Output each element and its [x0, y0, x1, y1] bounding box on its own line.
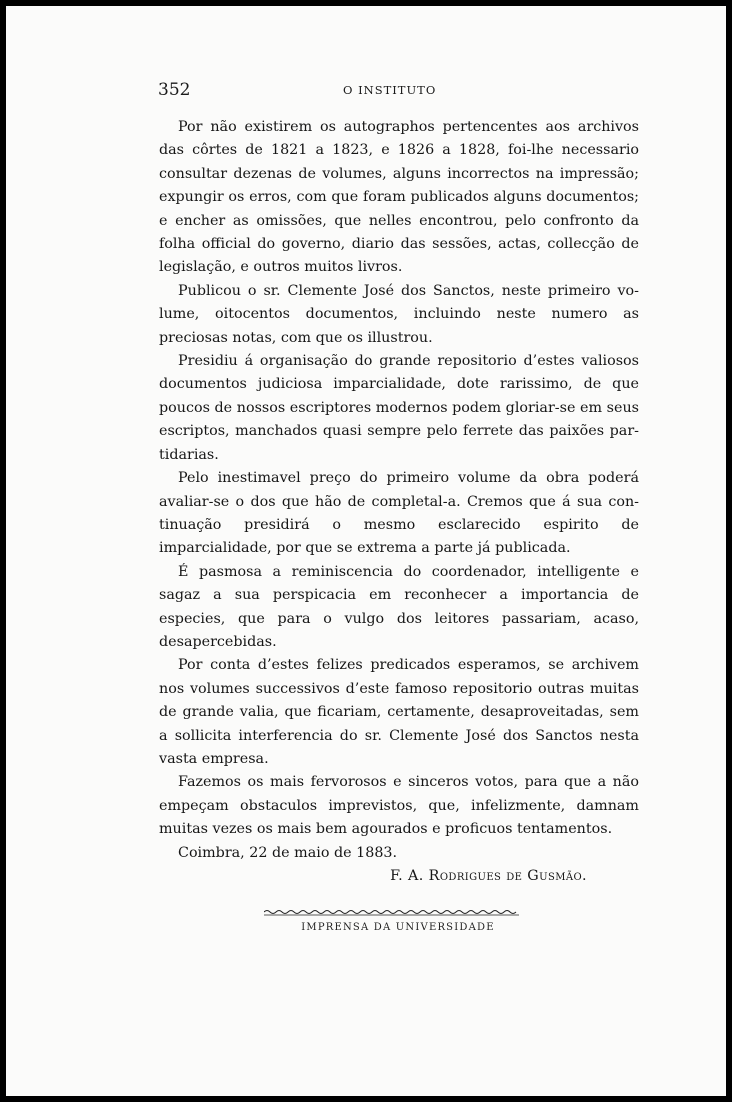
paragraph-4: Pelo inestimavel preço do primeiro volume da obra poderá avaliar-se o dos que hão de completal-a. Cremos que á sua continuação presidirá o mesmo esclarecido espirito de imparcialidade, por que se extrema a parte já publicada.: [159, 470, 639, 557]
paragraph-2: Publicou o sr. Clemente José dos Sanctos, neste primeiro volume, oitocentos documentos, incluindo neste numero as preciosas notas, com que os illustrou.: [159, 282, 639, 346]
body-text: [159, 116, 639, 888]
signature-text: F. A. Rodrigues de Gusmão.: [390, 868, 587, 884]
paragraph-6: Por conta d’estes felizes predicados esperamos, se archivem nos volumes successivos d’este famoso repositorio outras muitas de grande valia, que ficariam, certamente, desaproveitadas, sem a sollicita interferencia do sr. Clemente José dos Sanctos nesta vasta empresa.: [159, 657, 639, 767]
book-page: [6, 6, 726, 1096]
paragraph-7: Fazemos os mais fervorosos e sinceros votos, para que a não empeçam obstaculos imprevistos, que, infelizmente, damnam muitas vezes os mais bem agourados e proficuos tentamentos.: [159, 774, 639, 838]
dateline: Coimbra, 22 de maio de 1883.: [178, 844, 398, 861]
paragraph-5: É pasmosa a reminiscencia do coordenador, intelligente e sagaz a sua perspicacia em reconhecer a importancia de especies, que para o vulgo dos leitores passariam, acaso, desapercebidas.: [159, 563, 639, 650]
wavy-rule: [264, 908, 519, 916]
imprint: IMPRENSA DA UNIVERSIDADE: [301, 922, 495, 933]
page-number: 352: [158, 80, 191, 100]
paragraph-3: Presidiu á organisação do grande repositorio d’estes valiosos documentos judiciosa imparcialidade, dote rarissimo, de que poucos de nossos escriptores modernos podem gloriar-se em seus escriptos, manchados quasi sempre pelo ferrete das paixões partidarias.: [159, 353, 639, 463]
paragraph-1: Por não existirem os autographos pertencentes aos archivos das côrtes de 1821 a 1823, e 1826 a 1828, foi-lhe necessario consultar dezenas de volumes, alguns incorrectos na impressão; expungir os erros, com que foram publicados alguns documentos; e encher as omissões, que nelles encontrou, pelo confronto da folha official do governo, diario das sessões, actas, collecção de legislação, e outros muitos livros.: [159, 119, 639, 276]
signature: [159, 865, 639, 888]
running-title: O INSTITUTO: [343, 83, 437, 97]
running-head: [6, 80, 726, 100]
